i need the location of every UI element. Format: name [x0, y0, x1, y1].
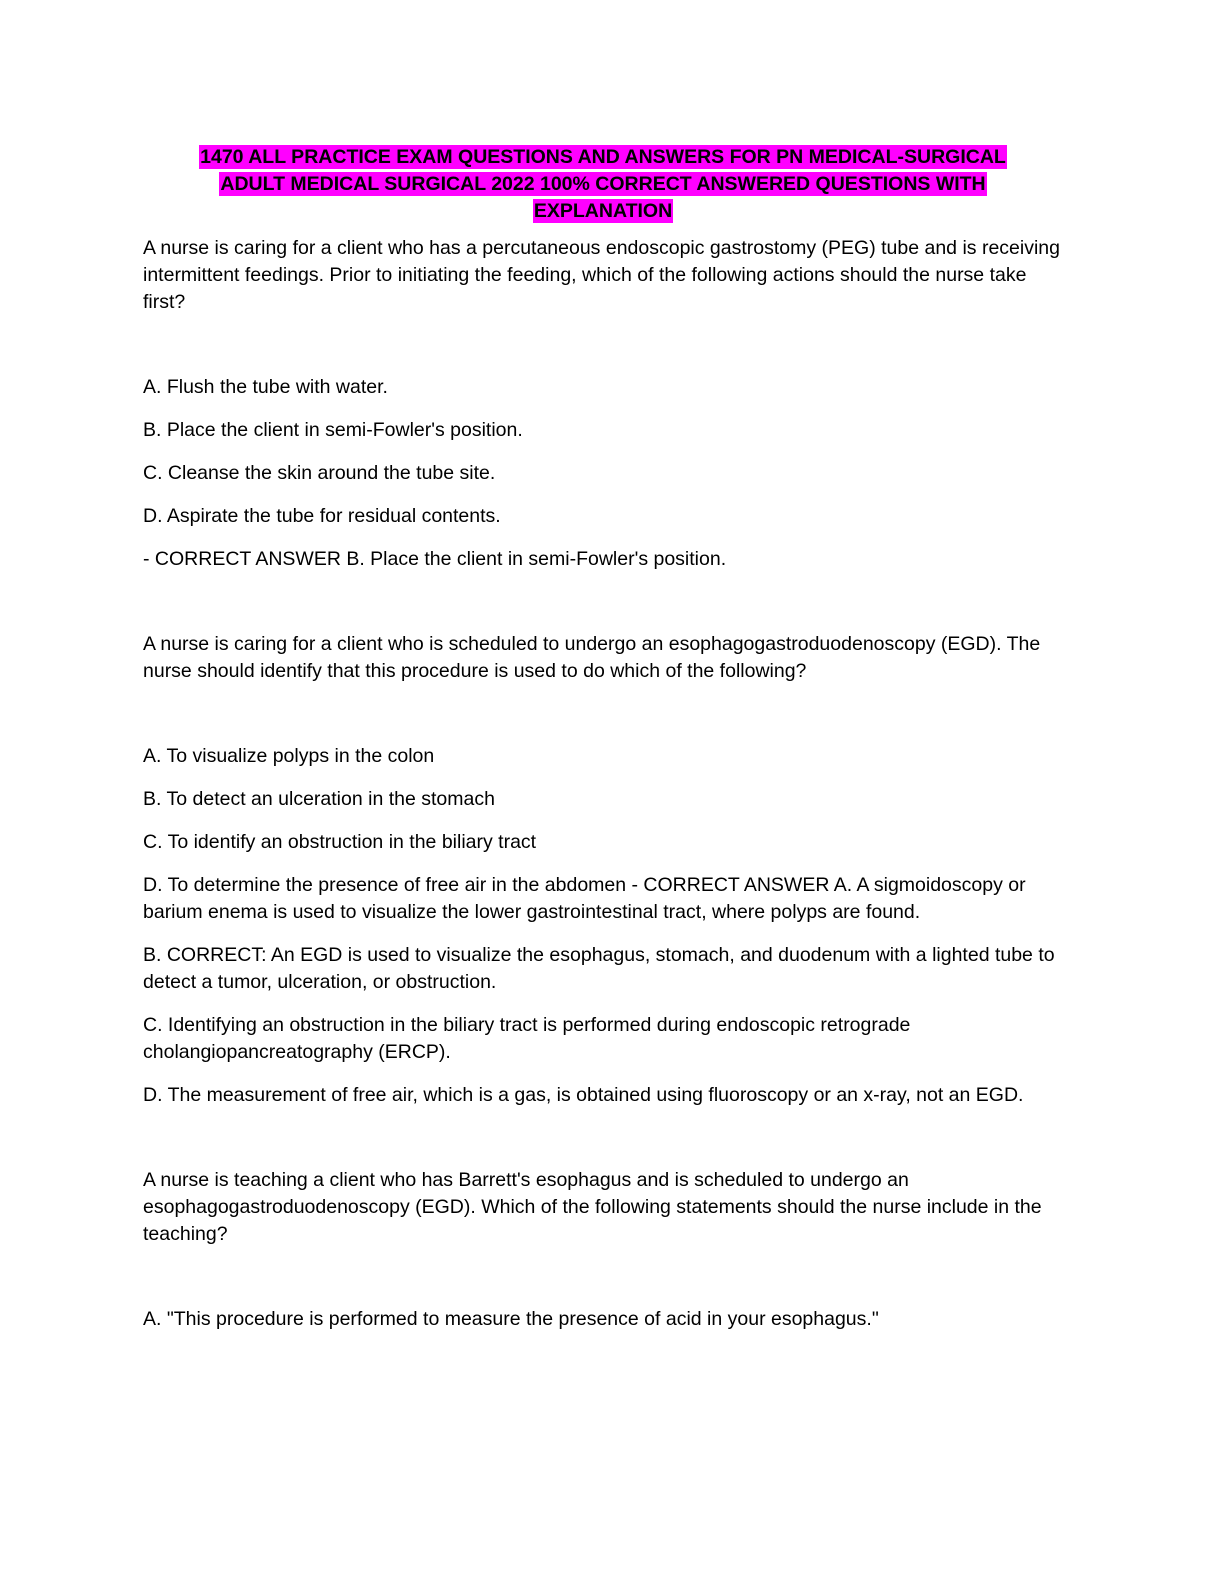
document-page	[143, 144, 1063, 1349]
q3-stem: A nurse is teaching a client who has Barrett's esophagus and is scheduled to undergo an esophagogastroduodenoscopy (EGD). Which of the following statements should the nurse include in the teaching?	[143, 1169, 1042, 1245]
q1-option-c: C. Cleanse the skin around the tube site.	[143, 462, 496, 484]
q2-option-c: C. To identify an obstruction in the biliary tract	[143, 831, 537, 853]
document-title	[143, 144, 1063, 225]
q2-option-d: D. To determine the presence of free air in the abdomen - CORRECT ANSWER A. A sigmoidoscopy or barium enema is used to visualize the lower gastrointestinal tract, where polyps are found.	[143, 874, 1026, 923]
q2-explanation-d: D. The measurement of free air, which is a gas, is obtained using fluoroscopy or an x-ray, not an EGD.	[143, 1084, 1024, 1106]
q2-explanation-b: B. CORRECT: An EGD is used to visualize the esophagus, stomach, and duodenum with a lighted tube to detect a tumor, ulceration, or obstruction.	[143, 944, 1055, 993]
q2-option-b: B. To detect an ulceration in the stomach	[143, 788, 495, 810]
title-line-3: EXPLANATION	[533, 200, 673, 222]
spacer	[143, 1125, 1063, 1167]
q3-option-a: A. "This procedure is performed to measure the presence of acid in your esophagus."	[143, 1308, 879, 1330]
q2-stem: A nurse is caring for a client who is scheduled to undergo an esophagogastroduodenoscopy (EGD). The nurse should identify that this procedure is used to do which of the following?	[143, 633, 1041, 682]
q1-option-a: A. Flush the tube with water.	[143, 376, 388, 398]
title-line-1: 1470 ALL PRACTICE EXAM QUESTIONS AND ANSWERS FOR PN MEDICAL-SURGICAL	[200, 146, 1006, 168]
q1-option-d: D. Aspirate the tube for residual contents.	[143, 505, 501, 527]
q1-stem: A nurse is caring for a client who has a percutaneous endoscopic gastrostomy (PEG) tube and is receiving intermittent feedings. Prior to initiating the feeding, which of the following actions should the nurse take first?	[143, 237, 1060, 313]
spacer	[143, 332, 1063, 374]
q2-explanation-c: C. Identifying an obstruction in the biliary tract is performed during endoscopic retrograde cholangiopancreatography (ERCP).	[143, 1014, 911, 1063]
q1-option-b: B. Place the client in semi-Fowler's position.	[143, 419, 523, 441]
q1-answer: - CORRECT ANSWER B. Place the client in semi-Fowler's position.	[143, 548, 727, 570]
spacer	[143, 701, 1063, 743]
title-line-2: ADULT MEDICAL SURGICAL 2022 100% CORRECT ANSWERED QUESTIONS WITH	[220, 173, 986, 195]
q2-option-a: A. To visualize polyps in the colon	[143, 745, 435, 767]
spacer	[143, 1264, 1063, 1306]
spacer	[143, 589, 1063, 631]
